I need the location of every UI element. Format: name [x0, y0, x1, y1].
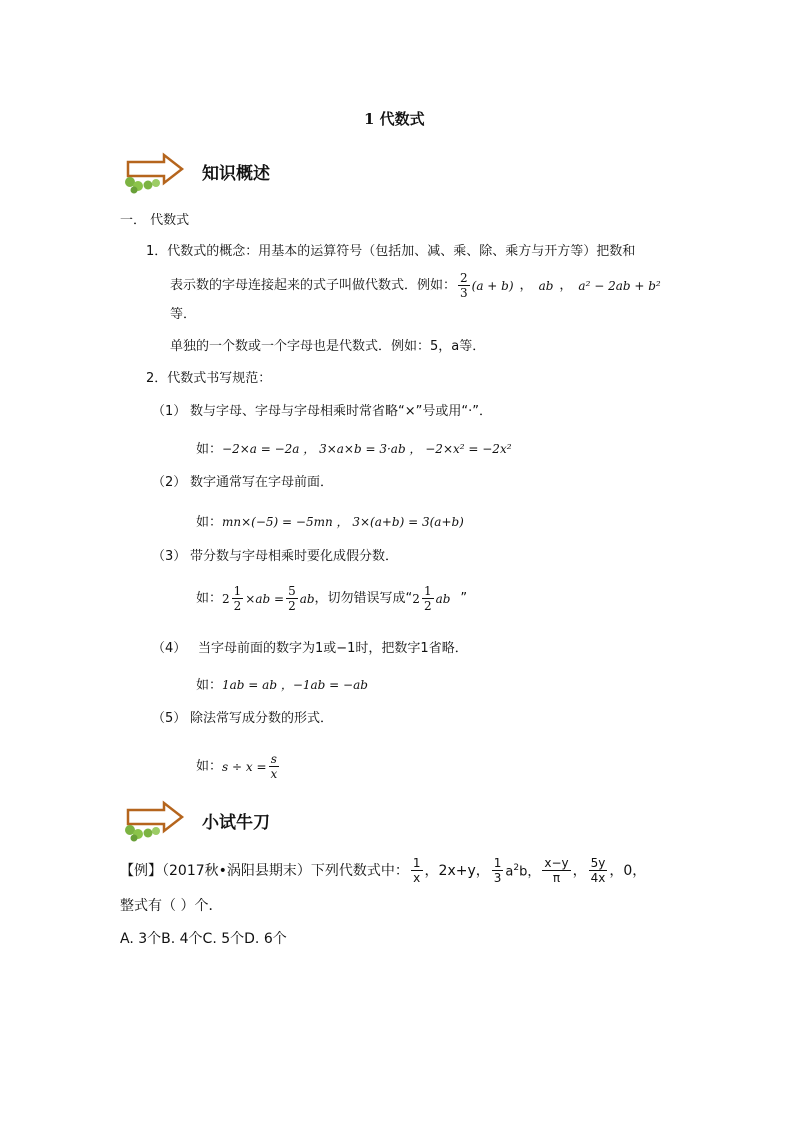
fraction-numerator: 2	[460, 271, 468, 285]
separator: ，	[559, 277, 573, 293]
fraction-5-2: $\frac{5}{2}$	[288, 584, 296, 613]
rule2-example	[196, 513, 464, 532]
rule3-text: 带分数与字母相乘时要化成假分数．	[190, 549, 399, 564]
item1-line3: 等．	[170, 307, 197, 322]
example-prefix: 如：	[196, 515, 223, 530]
fraction-5y-over-4x: $\frac{5y}{4x}$	[590, 856, 606, 885]
rule2-text: 数字通常写在字母前面．	[190, 475, 334, 490]
example-line2: 整式有（ ）个．	[120, 898, 223, 914]
example-warning-text: ，切勿错误写成“	[314, 590, 413, 606]
quote-end: ”	[460, 590, 468, 606]
mixed-number-2-1-2: 2 $\frac{1}{2}$	[222, 584, 242, 613]
example-intro: 【例】（2017秋•涡阳县期末）下列代数式中：	[120, 862, 409, 879]
mixed-number-wrong: 2 $\frac{1}{2}$	[412, 584, 432, 613]
fraction-1-3: $\frac{1}{3}$	[493, 856, 502, 885]
section-heading-overview: 知识概述	[202, 164, 270, 184]
expr-a-plus-b: (a + b)	[471, 278, 514, 293]
rule4-example-math: 1ab = ab ，−1ab = −ab	[222, 678, 368, 692]
section-heading-practice: 小试牛刀	[202, 813, 270, 833]
rule5-text: 除法常写成分数的形式．	[190, 711, 334, 726]
separator: ，	[519, 277, 533, 293]
example-prefix: 如：	[196, 590, 223, 606]
rule4-label: （4）	[152, 641, 187, 656]
rule2-example-math: mn×(−5) = −5mn ， 3×(a+b) = 3(a+b)	[222, 515, 464, 529]
rule3-label: （3）	[152, 549, 187, 564]
fraction-1-over-x: $\frac{1}{x}$	[412, 856, 421, 885]
rule1-example	[196, 440, 512, 459]
rule2-label: （2）	[152, 475, 187, 490]
expr-ab: ab	[538, 278, 554, 293]
rule5-label: （5）	[152, 711, 187, 726]
rule3-example: 如： 2 $\frac{1}{2}$ ×ab = $\frac{5}{2}$ ab ，切勿错误写成“ 2 $\frac{1}{2}$ ab ”	[196, 584, 468, 613]
item1-line2	[170, 271, 661, 300]
clover-arrow-icon	[118, 800, 188, 846]
fraction-x-minus-y-over-pi: $\frac{x-y}{\pi}$	[544, 856, 569, 885]
expr-2x-plus-y: 2x+y，	[438, 862, 490, 879]
example-prefix: 如：	[196, 758, 223, 774]
rule1-label: （1）	[152, 404, 187, 419]
fraction-two-thirds	[458, 271, 470, 300]
example-choices: A. 3个B. 4个C. 5个D. 6个	[120, 931, 287, 947]
page-title: 1 代数式	[364, 110, 425, 128]
part-one-label: 一． 代数式	[120, 213, 190, 228]
rule5-example-math: s ÷ x =	[222, 759, 267, 774]
item1-line2-prefix: 表示数的字母连接起来的式子叫做代数式．例如：	[170, 277, 457, 293]
rule1-text: 数与字母、字母与字母相乘时常省略“×”号或用“·”．	[190, 404, 492, 419]
clover-arrow-icon	[118, 152, 188, 198]
rule5-example	[196, 752, 281, 781]
item1-line4: 单独的一个数或一个字母也是代数式．例如：5，a等．	[170, 339, 486, 354]
example-line1: 【例】（2017秋•涡阳县期末）下列代数式中： $\frac{1}{x}$ ， 2x+y， $\frac{1}{3}$ $a^2b$， $\frac{x-y}{\pi}$ ， $\frac{5y}{4x}$ ， 0，	[120, 856, 647, 885]
example-prefix: 如：	[196, 442, 223, 457]
expr-square: a² − 2ab + b²	[578, 278, 661, 293]
rule1-example-math: −2×a = −2a ， 3×a×b = 3·ab ， −2×x² = −2x²	[222, 442, 512, 456]
fraction-s-over-x: $\frac{s}{x}$	[270, 752, 278, 781]
fraction-denominator: 3	[460, 286, 468, 300]
rule4-text: 当字母前面的数字为1或−1时，把数字1省略．	[198, 641, 468, 656]
item2-heading: 2．代数式书写规范：	[146, 371, 272, 386]
item1-line1: 1．代数式的概念：用基本的运算符号（包括加、减、乘、除、乘方与开方等）把数和	[146, 244, 636, 259]
rule4-example	[196, 676, 368, 695]
example-prefix: 如：	[196, 678, 223, 693]
expr-zero: 0，	[623, 862, 647, 879]
